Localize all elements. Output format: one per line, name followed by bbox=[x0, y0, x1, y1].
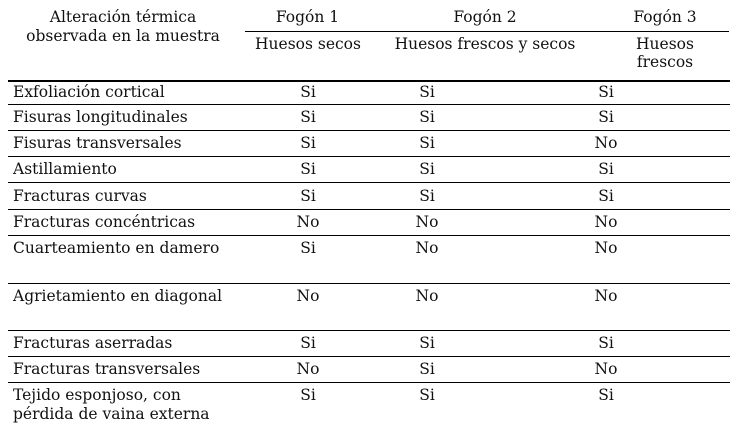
row-label: Tejido esponjoso, con bbox=[13, 386, 181, 404]
cell-fogon-2: No bbox=[415, 287, 439, 305]
cell-fogon-3: Si bbox=[598, 334, 614, 352]
cell-fogon-3: No bbox=[594, 360, 618, 378]
cell-fogon-3: No bbox=[594, 287, 618, 305]
cell-fogon-1: No bbox=[296, 360, 320, 378]
row-rule bbox=[8, 209, 730, 210]
cell-fogon-3: Si bbox=[598, 187, 614, 205]
row-rule bbox=[8, 182, 730, 183]
header-sub-2: Huesos frescos y secos bbox=[394, 35, 576, 53]
row-rule bbox=[8, 80, 730, 82]
row-label: Fisuras longitudinales bbox=[13, 108, 188, 126]
row-label: Fracturas aserradas bbox=[13, 334, 173, 352]
cell-fogon-2: No bbox=[415, 213, 439, 231]
header-divider bbox=[245, 31, 729, 32]
cell-fogon-2: Si bbox=[419, 187, 435, 205]
row-label: Fracturas concéntricas bbox=[13, 213, 196, 231]
header-alteracion-line1: Alteración térmica bbox=[49, 8, 197, 26]
cell-fogon-2: Si bbox=[419, 334, 435, 352]
row-rule bbox=[8, 356, 730, 357]
cell-fogon-2: Si bbox=[419, 160, 435, 178]
row-label: Agrietamiento en diagonal bbox=[13, 287, 223, 305]
cell-fogon-1: Si bbox=[300, 334, 316, 352]
cell-fogon-2: Si bbox=[419, 360, 435, 378]
row-label: Fisuras transversales bbox=[13, 134, 182, 152]
cell-fogon-3: No bbox=[594, 239, 618, 257]
row-rule bbox=[8, 330, 730, 331]
cell-fogon-3: Si bbox=[598, 83, 614, 101]
header-sub-3-line1: Huesos bbox=[636, 35, 694, 53]
cell-fogon-1: Si bbox=[300, 187, 316, 205]
header-sub-1: Huesos secos bbox=[255, 35, 361, 53]
row-rule bbox=[8, 382, 730, 383]
row-rule bbox=[8, 156, 730, 157]
row-label: Cuarteamiento en damero bbox=[13, 239, 220, 257]
row-rule bbox=[8, 130, 730, 131]
cell-fogon-2: Si bbox=[419, 386, 435, 404]
cell-fogon-1: No bbox=[296, 287, 320, 305]
header-fogon-1: Fogón 1 bbox=[275, 8, 340, 26]
cell-fogon-3: Si bbox=[598, 108, 614, 126]
header-alteracion-line2: observada en la muestra bbox=[26, 27, 220, 45]
header-sub-3-line2: frescos bbox=[636, 53, 694, 71]
cell-fogon-1: Si bbox=[300, 108, 316, 126]
cell-fogon-2: Si bbox=[419, 134, 435, 152]
cell-fogon-1: Si bbox=[300, 239, 316, 257]
cell-fogon-2: Si bbox=[419, 83, 435, 101]
cell-fogon-1: Si bbox=[300, 83, 316, 101]
cell-fogon-3: No bbox=[594, 213, 618, 231]
row-label-continued: pérdida de vaina externa bbox=[13, 405, 210, 423]
cell-fogon-1: Si bbox=[300, 386, 316, 404]
row-rule bbox=[8, 104, 730, 105]
cell-fogon-3: Si bbox=[598, 386, 614, 404]
row-label: Exfoliación cortical bbox=[13, 83, 165, 101]
row-label: Astillamiento bbox=[13, 160, 117, 178]
cell-fogon-2: No bbox=[415, 239, 439, 257]
row-label: Fracturas curvas bbox=[13, 187, 147, 205]
cell-fogon-2: Si bbox=[419, 108, 435, 126]
cell-fogon-3: Si bbox=[598, 160, 614, 178]
cell-fogon-1: Si bbox=[300, 134, 316, 152]
header-fogon-3: Fogón 3 bbox=[633, 8, 697, 26]
cell-fogon-3: No bbox=[594, 134, 618, 152]
row-label: Fracturas transversales bbox=[13, 360, 201, 378]
cell-fogon-1: Si bbox=[300, 160, 316, 178]
cell-fogon-1: No bbox=[296, 213, 320, 231]
row-rule bbox=[8, 235, 730, 236]
header-fogon-2: Fogón 2 bbox=[453, 8, 517, 26]
row-rule bbox=[8, 283, 730, 284]
